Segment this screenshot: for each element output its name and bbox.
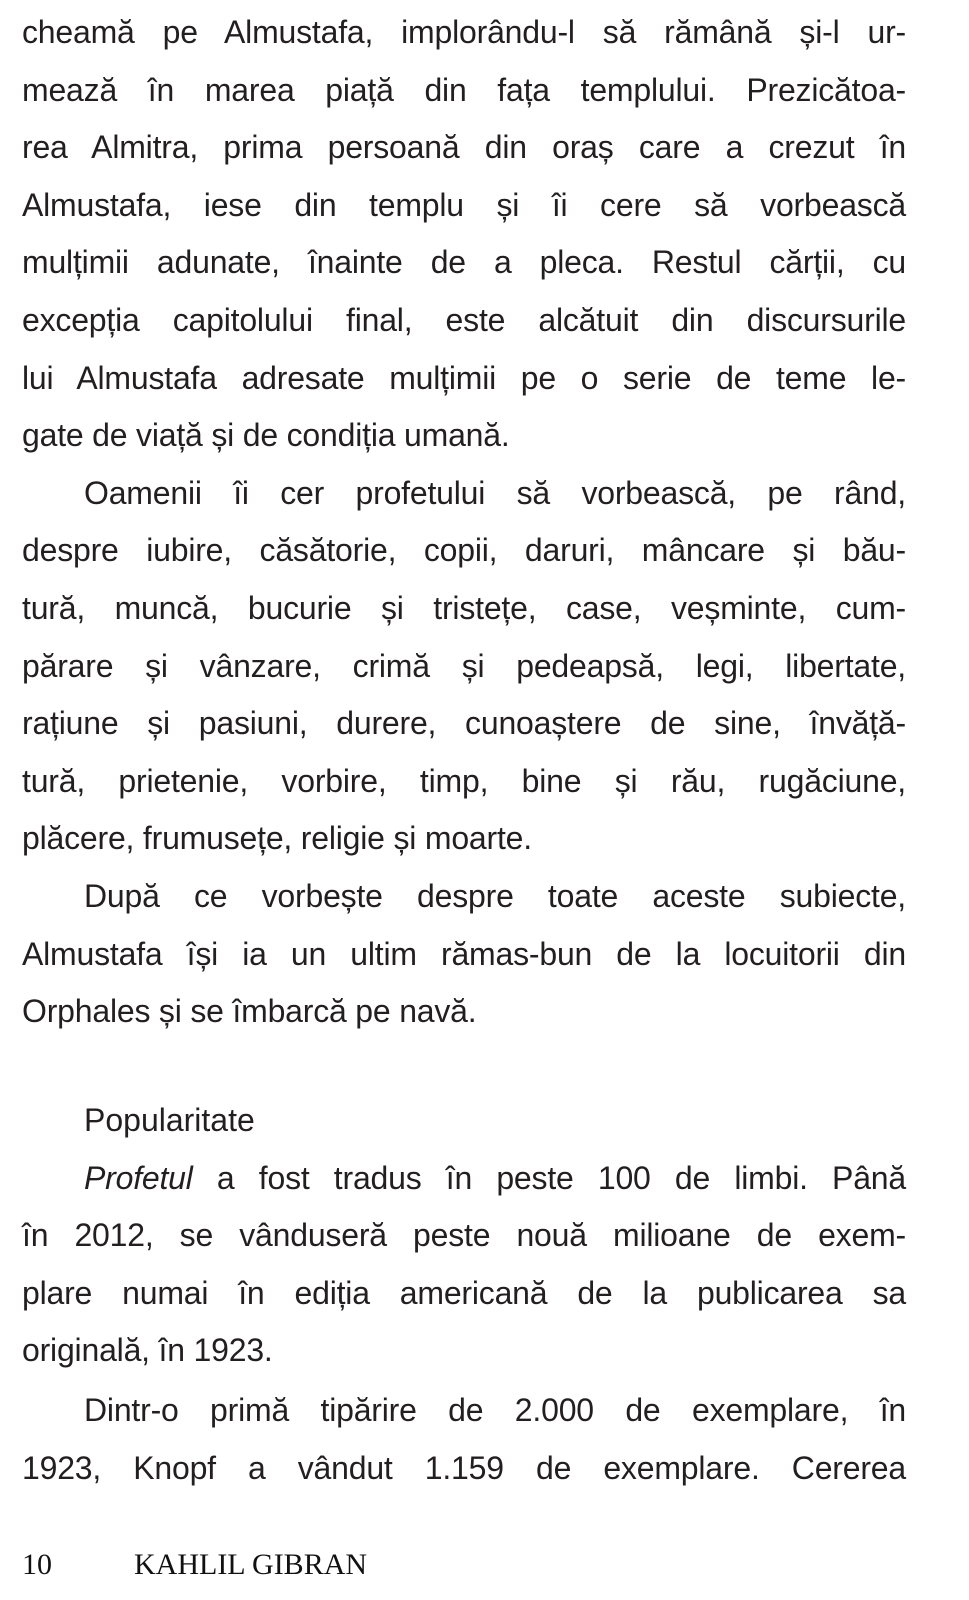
text-line: gate de viață și de condiția umană. — [22, 417, 510, 454]
text-line: Almustafa își ia un ultim rămas-bun de la locuitorii din — [22, 935, 906, 972]
text-line: lui Almustafa adresate mulțimii pe o serie de teme le- — [22, 359, 906, 396]
section-heading: Popularitate — [84, 1102, 255, 1138]
text-line: în 2012, se vânduseră peste nouă milioane de exem- — [22, 1217, 906, 1254]
text-line: tură, prietenie, vorbire, timp, bine și rău, rugăciune, — [22, 762, 906, 799]
text-line: plare numai în ediția americană de la publicarea sa — [22, 1274, 906, 1311]
page-number: 10 — [22, 1548, 52, 1581]
text-line: rea Almitra, prima persoană din oraș care a crezut în — [22, 129, 906, 166]
book-title: Profetul — [84, 1159, 193, 1196]
text-line: părare și vânzare, crimă și pedeapsă, legi, libertate, — [22, 647, 906, 684]
text-span: a fost tradus în peste 100 de limbi. Până — [192, 1159, 906, 1196]
text-line: Orphales și se îmbarcă pe navă. — [22, 993, 477, 1030]
text-line: despre iubire, căsătorie, copii, daruri, mâncare și bău- — [22, 532, 906, 569]
text-line: mulțimii adunate, înainte de a pleca. Restul cărții, cu — [22, 244, 906, 281]
text-line: excepția capitolului final, este alcătuit din discursurile — [22, 302, 906, 338]
text-line: plăcere, frumusețe, religie și moarte. — [22, 820, 532, 857]
text-line: 1923, Knopf a vândut 1.159 de exemplare. Cererea — [22, 1449, 906, 1486]
text-line: tură, muncă, bucurie și tristețe, case, veșminte, cum- — [22, 590, 906, 626]
text-line: rațiune și pasiuni, durere, cunoaștere de sine, învăță- — [22, 705, 906, 742]
text-line: Dintr-o primă tipărire de 2.000 de exemplare, în — [84, 1392, 906, 1428]
text-line: După ce vorbește despre toate aceste subiecte, — [84, 878, 906, 914]
text-line: Oamenii îi cer profetului să vorbească, pe rând, — [84, 474, 906, 511]
running-head: KAHLIL GIBRAN — [134, 1548, 368, 1581]
text-line: mează în marea piață din fața templului. Prezicătoa- — [22, 71, 906, 108]
text-line — [84, 1158, 906, 1198]
text-line: cheamă pe Almustafa, implorându-l să rămână și-l ur- — [22, 14, 906, 50]
text-line: Almustafa, iese din templu și îi cere să vorbească — [22, 186, 906, 223]
text-line: originală, în 1923. — [22, 1332, 273, 1369]
